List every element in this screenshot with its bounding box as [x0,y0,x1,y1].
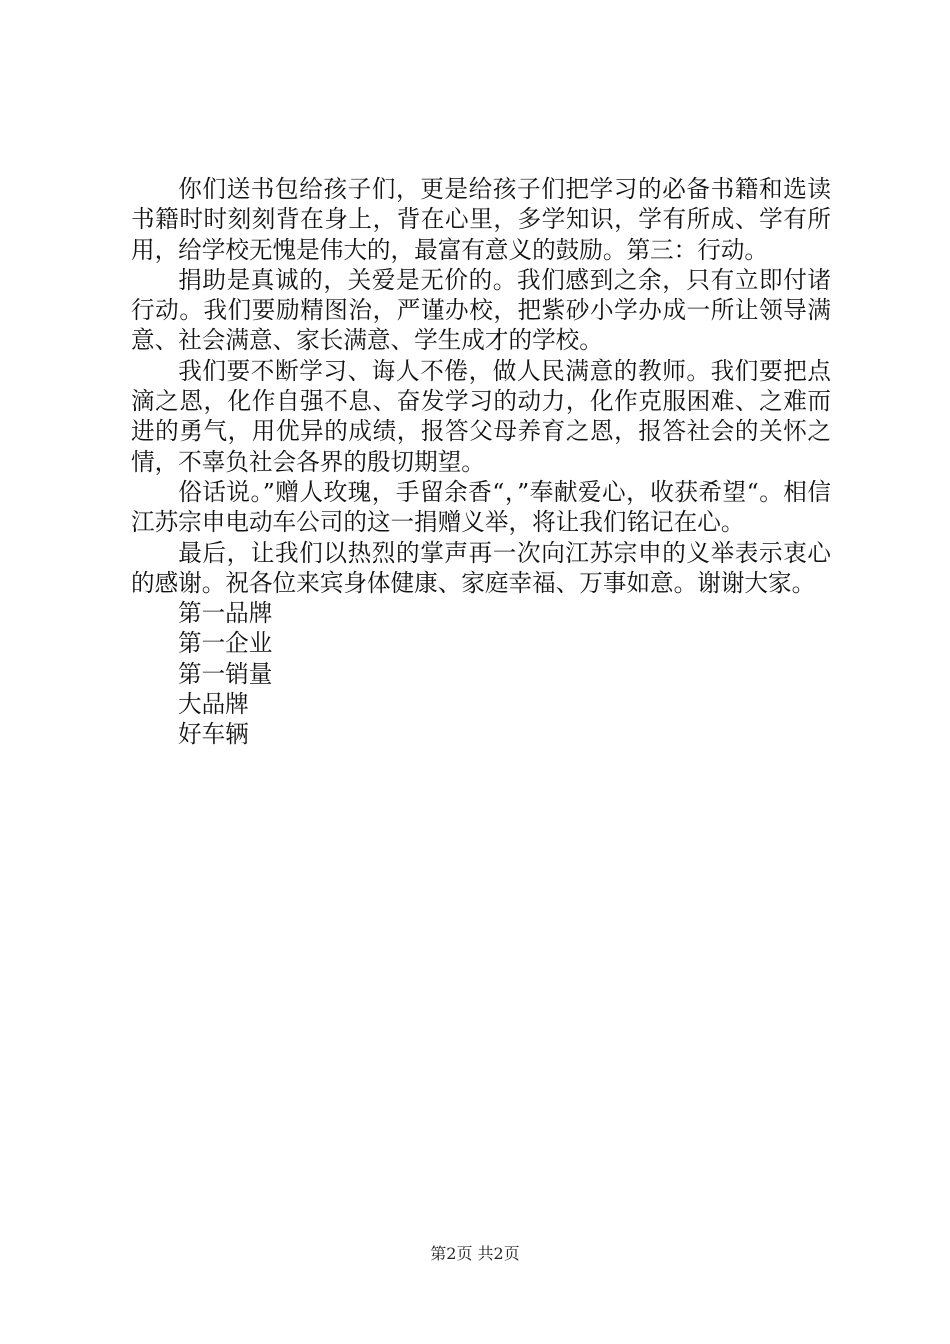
tag-line: 第一企业 [178,629,273,658]
document-body [131,174,831,750]
tag-line: 大品牌 [178,690,249,719]
paragraph-proverb: 俗话说。”赠人玫瑰，手留余香“，”奉献爱心，收获希望“。相信江苏宗申电动车公司的这一捐赠义举，将让我们铭记在心。 [131,477,831,537]
paragraph-teachers: 我们要不断学习、诲人不倦，做人民满意的教师。我们要把点滴之恩，化作自强不息、奋发学习的动力，化作克服困难、之难而进的勇气，用优异的成绩，报答父母养育之恩，报答社会的关怀之情，不辜负社会各界的殷切期望。 [131,356,831,476]
paragraph-thanks-books: 你们送书包给孩子们，更是给孩子们把学习的必备书籍和选读书籍时时刻刻背在身上，背在心里，多学知识，学有所成、学有所用，给学校无愧是伟大的，最富有意义的鼓励。第三：行动。 [131,175,831,264]
page-number-footer: 第2页 共2页 [430,1244,520,1263]
tag-line: 好车辆 [178,720,249,749]
tag-line: 第一品牌 [178,599,273,628]
paragraph-closing: 最后，让我们以热烈的掌声再一次向江苏宗申的义举表示衷心的感谢。祝各位来宾身体健康、家庭幸福、万事如意。谢谢大家。 [131,538,831,597]
tag-line: 第一销量 [178,659,273,688]
paragraph-action: 捐助是真诚的，关爱是无价的。我们感到之余，只有立即付诸行动。我们要励精图治，严谨办校，把紫砂小学办成一所让领导满意、社会满意、家长满意、学生成才的学校。 [131,265,831,355]
